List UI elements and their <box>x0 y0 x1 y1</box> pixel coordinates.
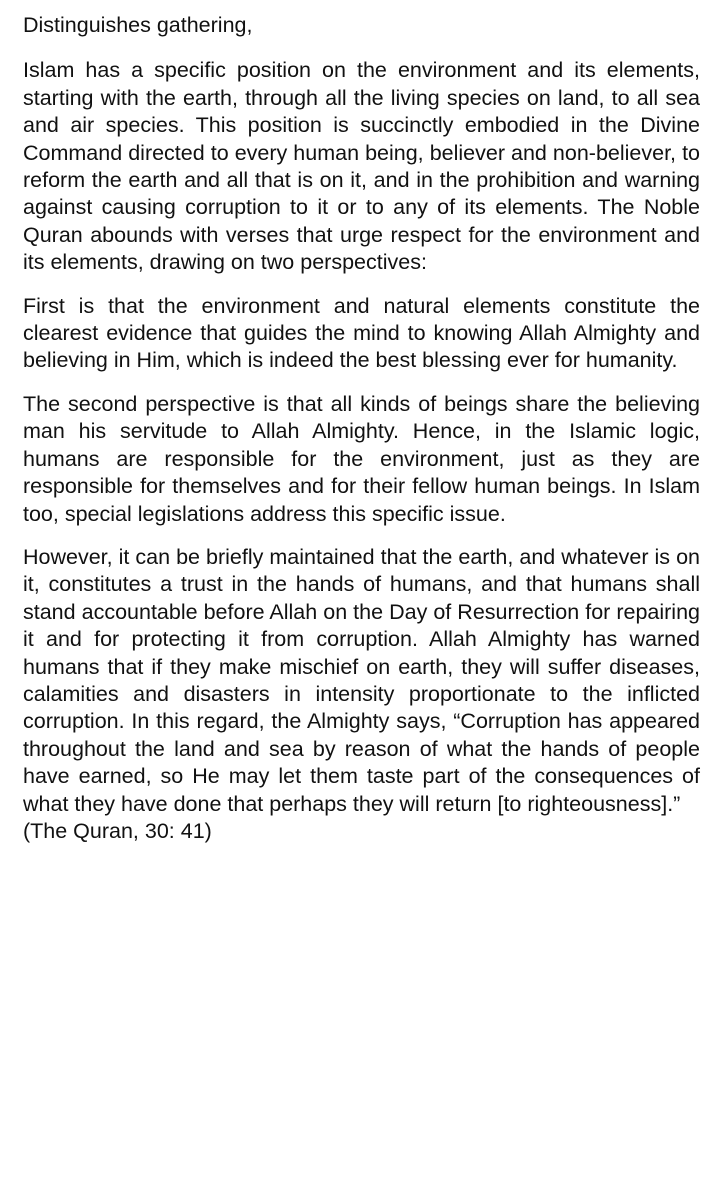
paragraph-trust-and-accountability <box>23 544 700 845</box>
paragraph-trust-text: However, it can be briefly maintained that the earth, and whatever is on it, constitutes a trust in the hands of humans, and that humans shall stand accountable before Allah on the Day of Resurrection for repairing it and for protecting it from corruption. Allah Almighty has warned humans that if they make mischief on earth, they will suffer diseases, calamities and disasters in intensity proportionate to the inflicted corruption. In this regard, the Almighty says, “Corruption has appeared throughout the land and sea by reason of what the hands of people have earned, so He may let them taste part of the consequences of what they have done that perhaps they will return [to righteousness].” <box>23 544 700 816</box>
paragraph-first-perspective: First is that the environment and natural elements constitute the clearest evidence that guides the mind to knowing Allah Almighty and believing in Him, which is indeed the best blessing ever for humanity. <box>23 293 700 373</box>
greeting-line: Distinguishes gathering, <box>23 13 253 37</box>
quran-citation: (The Quran, 30: 41) <box>23 818 212 843</box>
paragraph-second-perspective: The second perspective is that all kinds of beings share the believing man his servitude to Allah Almighty. Hence, in the Islamic logic, humans are responsible for the environment, just as they are responsible for themselves and for their fellow human beings. In Islam too, special legislations address this specific issue. <box>23 391 700 526</box>
paragraph-islam-position: Islam has a specific position on the environment and its elements, starting with the earth, through all the living species on land, to all sea and air species. This position is succinctly embodied in the Divine Command directed to every human being, believer and non-believer, to reform the earth and all that is on it, and in the prohibition and warning against causing corruption to it or to any of its elements. The Noble Quran abounds with verses that urge respect for the environment and its elements, drawing on two perspectives: <box>23 58 700 275</box>
